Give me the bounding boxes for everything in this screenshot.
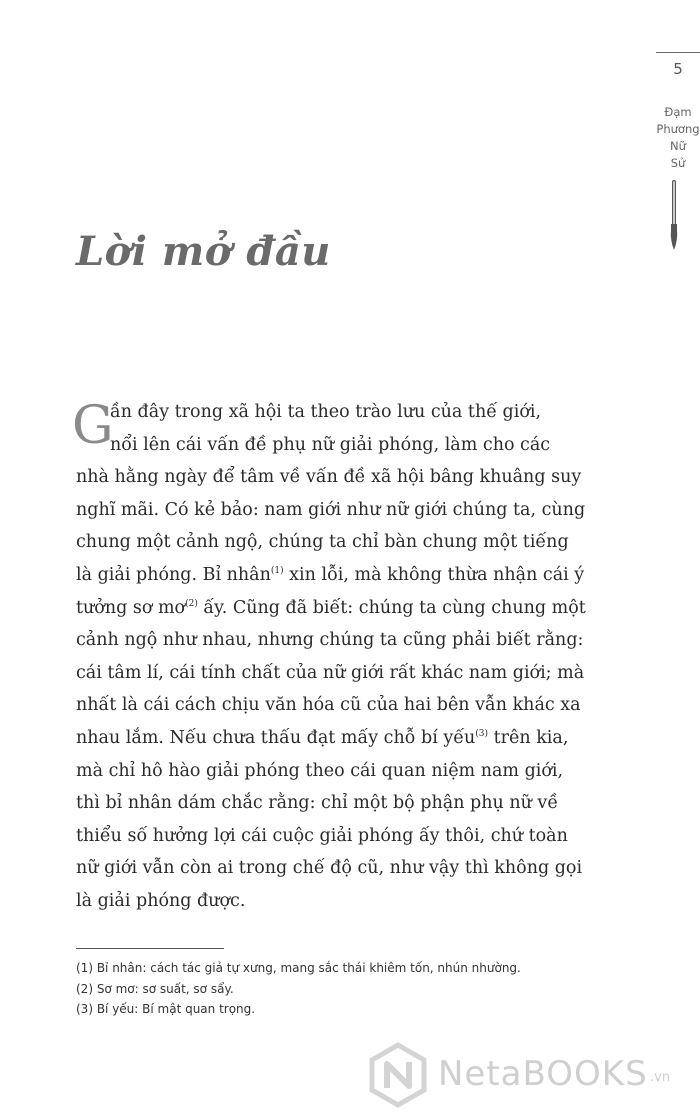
text-line: nhau lắm. Nếu chưa thấu đạt mấy chỗ bí yếu$^{(3)}$ trên kia, bbox=[76, 727, 569, 748]
footnotes bbox=[76, 958, 636, 1020]
footnote: (2) Sơ mơ: sơ suất, sơ sẩy. bbox=[76, 981, 234, 996]
chapter-title: Lời mở đầu bbox=[76, 228, 331, 275]
footnote-rule bbox=[76, 948, 224, 949]
footnote-ref: (3) bbox=[475, 728, 489, 739]
watermark bbox=[368, 1040, 698, 1110]
footnote-ref: (2) bbox=[185, 598, 198, 609]
footnote: (1) Bỉ nhân: cách tác giả tự xưng, mang sắc thái khiêm tốn, nhún nhường. bbox=[76, 961, 521, 975]
text-line: chung một cảnh ngộ, chúng ta chỉ bàn chung một tiếng bbox=[76, 532, 569, 553]
text-line: nghĩ mãi. Có kẻ bảo: nam giới như nữ giới chúng ta, cùng bbox=[76, 499, 586, 520]
netabooks-logo-icon bbox=[368, 1042, 428, 1108]
running-title-line: Đạm bbox=[664, 105, 692, 119]
page-number: 5 bbox=[673, 60, 683, 78]
text-line: mà chỉ hô hào giải phóng theo cái quan niệm nam giới, bbox=[76, 760, 564, 781]
body-paragraph bbox=[76, 396, 622, 918]
text-line: cái tâm lí, cái tính chất của nữ giới rất khác nam giới; mà bbox=[76, 662, 585, 683]
watermark-brand: NetaBOOKS bbox=[438, 1054, 648, 1094]
text-line: nữ giới vẫn còn ai trong chế độ cũ, như vậy thì không gọi bbox=[76, 858, 583, 879]
page-number-rule bbox=[656, 52, 700, 53]
text-line: nhà hằng ngày để tâm về vấn đề xã hội bâng khuâng suy bbox=[76, 467, 582, 488]
text-line: là giải phóng. Bỉ nhân$^{(1)}$ xin lỗi, mà không thừa nhận cái ý bbox=[76, 564, 585, 585]
text-line: cảnh ngộ như nhau, nhưng chúng ta cũng phải biết rằng: bbox=[76, 630, 584, 651]
text-line: thì bỉ nhân dám chắc rằng: chỉ một bộ phận phụ nữ về bbox=[76, 793, 559, 814]
brush-icon bbox=[664, 180, 684, 252]
text-line: nổi lên cái vấn đề phụ nữ giải phóng, làm cho các bbox=[110, 434, 551, 455]
text-line: là giải phóng được. bbox=[76, 890, 246, 911]
drop-cap: G bbox=[72, 396, 114, 456]
text-line: tưởng sơ $mơ^{(2)}$ ấy. Cũng đã biết: chúng ta cùng chung một bbox=[76, 597, 586, 618]
footnote: (3) Bí yếu: Bí mật quan trọng. bbox=[76, 1002, 256, 1016]
text-line: thiểu số hưởng lợi cái cuộc giải phóng ấy thôi, chứ toàn bbox=[76, 825, 568, 846]
running-title bbox=[640, 104, 700, 172]
footnote-ref: (1) bbox=[270, 565, 284, 576]
text-line: ần đây trong xã hội ta theo trào lưu của thế giới, bbox=[110, 402, 542, 422]
running-title-line: Nữ bbox=[670, 139, 686, 153]
watermark-suffix: .vn bbox=[650, 1070, 671, 1085]
running-title-line: Sử bbox=[670, 156, 686, 170]
text-line: nhất là cái cách chịu văn hóa cũ của hai bên vẫn khác xa bbox=[76, 695, 581, 716]
running-title-line: Phương bbox=[656, 122, 700, 136]
